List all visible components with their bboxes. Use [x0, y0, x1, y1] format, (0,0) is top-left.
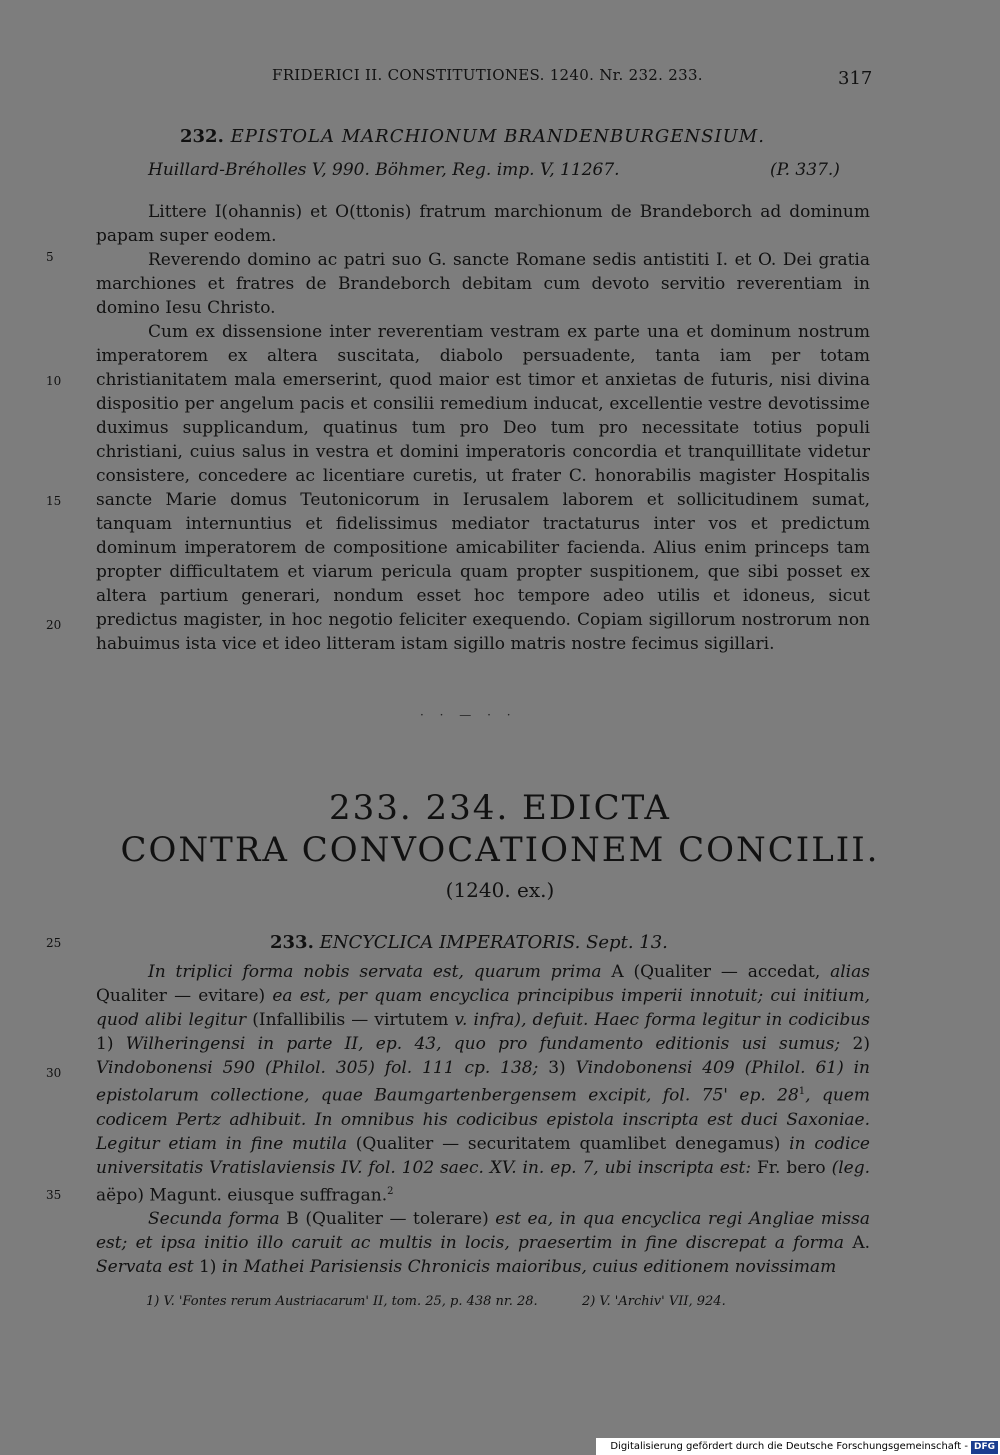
- line-number: 35: [46, 1188, 62, 1202]
- footer-text: Digitalisierung gefördert durch die Deutsche Forschungsgemeinschaft -: [610, 1441, 968, 1452]
- footnote-ref-2: 2: [387, 1185, 394, 1197]
- doc232-ref: (P. 337.): [770, 160, 840, 180]
- dfg-footer: [596, 1438, 1000, 1455]
- doc233-number: 233.: [270, 932, 314, 953]
- doc232-para1: Reverendo domino ac patri suo G. sancte Romane sedis antistiti I. et O. Dei gratia marchiones et fratres de Brandeborch debitam cum devoto servitio reverentiam in domino Iesu Christo.: [96, 250, 870, 318]
- footnote-ref-1: 1: [798, 1086, 806, 1097]
- doc232-number: 232.: [180, 126, 224, 147]
- doc233-body: [96, 960, 870, 1279]
- section-divider: · · — · ·: [420, 708, 517, 722]
- line-number: 5: [46, 250, 54, 264]
- footnotes: [146, 1294, 886, 1309]
- doc232-body: [96, 200, 870, 656]
- doc233-para1: In triplici forma nobis servata est, quarum prima A (Qualiter — accedat, alias Qualiter — evitare) ea est, per quam encyclica principibus imperii innotuit; cui initium, quod alibi legitur (Infallibilis — virtutem v. infra), defuit. Haec forma legitur in codicibus 1) Wilheringensi in parte II, ep. 43, quo pro fundamento editionis usi sumus; 2) Vindobonensi 590 (Philol. 305) fol. 111 cp. 138; 3) Vindobonensi 409 (Philol. 61) in epistolarum collectione, quae Baumgartenbergensem excipit, fol. 75' ep. $28^1$, quem codicem Pertz adhibuit. In omnibus his codicibus epistola inscripta est duci Saxoniae. Legitur etiam in fine mutila (Qualiter — securitatem quamlibet denegamus) in codice universitatis Vratislaviensis IV. fol. 102 saec. XV. in. ep. 7, ubi inscripta est: Fr. bero (leg. aëpo) Magunt. eiusque suffragan.$^2$: [96, 962, 871, 1206]
- line-number: 10: [46, 374, 62, 388]
- doc233-para2: Secunda forma B (Qualiter — tolerare) est ea, in qua encyclica regi Angliae missa est; et ipsa initio illo caruit ac multis in locis, praesertim in fine discrepat a forma A. Servata est 1) in Mathei Parisiensis Chronicis maioribus, cuius editionem novissimam: [96, 1209, 871, 1278]
- line-number: 15: [46, 494, 62, 508]
- running-header: FRIDERICI II. CONSTITUTIONES. 1240. Nr. 232. 233.: [272, 66, 703, 84]
- doc233-heading: [270, 932, 668, 953]
- doc233-title: ENCYCLICA IMPERATORIS.: [319, 932, 581, 953]
- doc232-sources: Huillard-Bréholles V, 990. Böhmer, Reg. imp. V, 11267.: [148, 160, 620, 180]
- footnote-1: 1) V. 'Fontes rerum Austriacarum' II, tom. 25, p. 438 nr. 28.: [146, 1294, 538, 1309]
- doc232-heading: [180, 126, 765, 147]
- doc232-title: EPISTOLA MARCHIONUM BRANDENBURGENSIUM.: [230, 126, 765, 147]
- dfg-logo: DFG: [971, 1441, 998, 1454]
- section-title-line1: 233. 234. EDICTA: [329, 788, 671, 828]
- doc232-lead: Littere I(ohannis) et O(ttonis) fratrum marchionum de Brandeborch ad dominum papam super eodem.: [96, 202, 870, 246]
- line-number: 25: [46, 936, 62, 950]
- footnote-2: 2) V. 'Archiv' VII, 924.: [581, 1294, 726, 1309]
- doc233-date: Sept. 13.: [586, 932, 668, 953]
- line-number: 30: [46, 1066, 62, 1080]
- section-title-line2: CONTRA CONVOCATIONEM CONCILII.: [120, 830, 880, 870]
- line-number: 20: [46, 618, 62, 632]
- section-date: (1240. ex.): [445, 878, 555, 902]
- page-number: 317: [838, 68, 873, 89]
- doc232-para2: Cum ex dissensione inter reverentiam vestram ex parte una et dominum nostrum imperatorem ex altera suscitata, diabolo persuadente, tanta iam per totam christianitatem mala emerserint, quod maior est timor et anxietas de futuris, nisi divina dispositio per angelum pacis et consilii remedium inducat, excellentie vestre devotissime duximus supplicandum, quatinus tum pro Deo tum pro necessitate totius populi christiani, cuius salus in vestra et domini imperatoris concordia et tranquillitate videtur consistere, concedere ac licentiare curetis, ut frater C. honorabilis magister Hospitalis sancte Marie domus Teutonicorum in Ierusalem laborem et sollicitudinem sumat, tanquam internuntius et fidelissimus mediator tractaturus inter vos et predictum dominum imperatorem de compositione amicabiliter facienda. Alius enim princeps tam propter difficultatem et viarum pericula quam propter suspitionem, que sibi posset ex altera partium generari, nondum esset hoc tempore adeo utilis et idoneus, sicut predictus magister, in hoc negotio feliciter exequendo. Copiam sigillorum nostrorum non habuimus ista vice et ideo litteram istam sigillo matris nostre fecimus sigillari.: [96, 322, 870, 654]
